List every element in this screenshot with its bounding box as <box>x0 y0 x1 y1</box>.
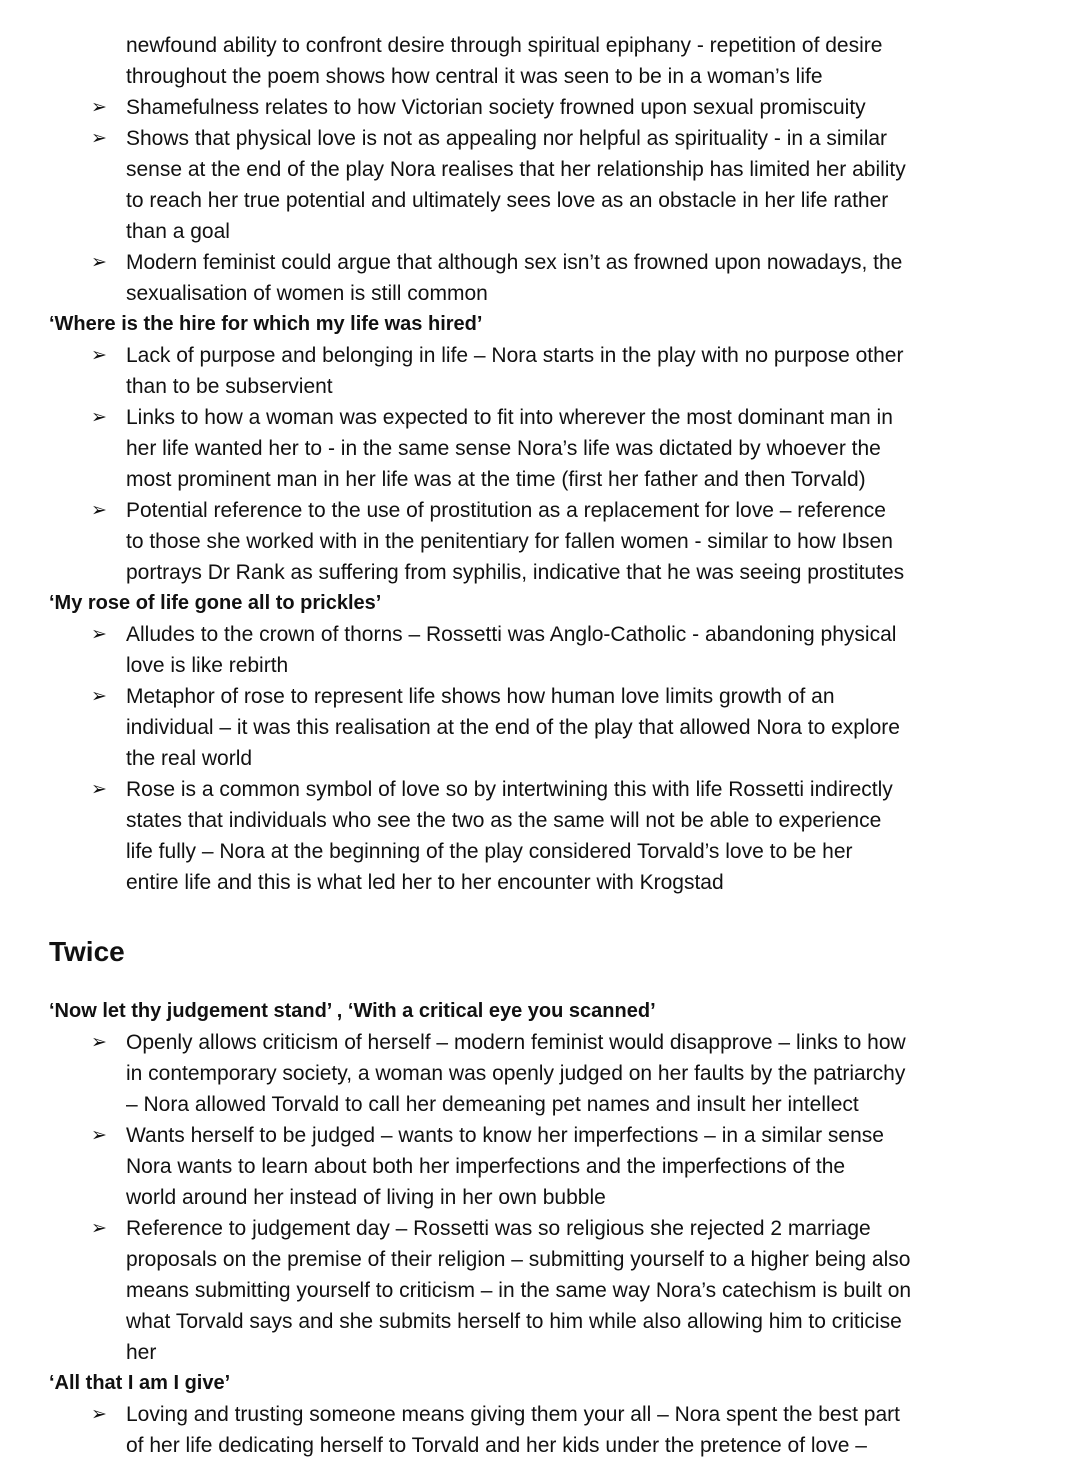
bullet-item <box>49 619 1010 650</box>
quote-heading: ‘All that I am I give’ <box>49 1372 231 1394</box>
continuation-line: means submitting yourself to criticism – in the same way Nora’s catechism is built on <box>126 1279 912 1302</box>
continuation-line: her life wanted her to - in the same sense Nora’s life was dictated by whoever the <box>126 437 881 460</box>
bullet-text: Links to how a woman was expected to fit into wherever the most dominant man in <box>126 406 893 429</box>
bullet-text: Potential reference to the use of prostitution as a replacement for love – reference <box>126 499 886 522</box>
continuation-line: what Torvald says and she submits herself to him while also allowing him to criticise <box>126 1310 902 1333</box>
bullet-item <box>49 495 1010 526</box>
bullet-text: Metaphor of rose to represent life shows how human love limits growth of an <box>126 685 835 708</box>
bullet-text: Reference to judgement day – Rossetti was so religious she rejected 2 marriage <box>126 1217 871 1240</box>
continuation-line: throughout the poem shows how central it was seen to be in a woman’s life <box>126 65 823 88</box>
arrow-bullet-icon: ➢ <box>91 252 107 273</box>
continuation-line: to those she worked with in the penitentiary for fallen women - similar to how Ibsen <box>126 530 893 553</box>
arrow-bullet-icon: ➢ <box>91 779 107 800</box>
bullet-item <box>49 92 1010 123</box>
bullet-item <box>49 123 1010 154</box>
continuation-line: proposals on the premise of their religion – submitting yourself to a higher being also <box>126 1248 911 1271</box>
continuation-line: portrays Dr Rank as suffering from syphilis, indicative that he was seeing prostitutes <box>126 561 905 584</box>
continuation-line: the real world <box>126 747 253 770</box>
arrow-bullet-icon: ➢ <box>91 686 107 707</box>
arrow-bullet-icon: ➢ <box>91 1032 107 1053</box>
bullet-text: Alludes to the crown of thorns – Rossetti was Anglo-Catholic - abandoning physical <box>126 623 897 646</box>
continuation-line: individual – it was this realisation at the end of the play that allowed Nora to explore <box>126 716 900 739</box>
continuation-line: than a goal <box>126 220 230 243</box>
bullet-item <box>49 1120 1010 1151</box>
continuation-line: most prominent man in her life was at the time (first her father and then Torvald) <box>126 468 866 491</box>
continuation-line: sense at the end of the play Nora realises that her relationship has limited her ability <box>126 158 906 181</box>
bullet-text: Wants herself to be judged – wants to know her imperfections – in a similar sense <box>126 1124 884 1147</box>
arrow-bullet-icon: ➢ <box>91 1125 107 1146</box>
bullet-item <box>49 774 1010 805</box>
continuation-line: – Nora allowed Torvald to call her demeaning pet names and insult her intellect <box>126 1093 859 1116</box>
continuation-line: than to be subservient <box>126 375 333 398</box>
continuation-line: entire life and this is what led her to her encounter with Krogstad <box>126 871 724 894</box>
bullet-text: Rose is a common symbol of love so by intertwining this with life Rossetti indirectly <box>126 778 893 801</box>
arrow-bullet-icon: ➢ <box>91 1218 107 1239</box>
arrow-bullet-icon: ➢ <box>91 407 107 428</box>
continuation-line: of her life dedicating herself to Torvald and her kids under the pretence of love – <box>126 1434 867 1457</box>
quote-heading: ‘Where is the hire for which my life was hired’ <box>49 313 483 335</box>
bullet-item <box>49 247 1010 278</box>
bullet-item <box>49 402 1010 433</box>
arrow-bullet-icon: ➢ <box>91 500 107 521</box>
arrow-bullet-icon: ➢ <box>91 1404 107 1425</box>
arrow-bullet-icon: ➢ <box>91 345 107 366</box>
bullet-item <box>49 681 1010 712</box>
bullet-text: Modern feminist could argue that although sex isn’t as frowned upon nowadays, the <box>126 251 903 274</box>
continuation-line: life fully – Nora at the beginning of the play considered Torvald’s love to be her <box>126 840 853 863</box>
bullet-text: Loving and trusting someone means giving them your all – Nora spent the best part <box>126 1403 900 1426</box>
quote-heading: ‘Now let thy judgement stand’ , ‘With a critical eye you scanned’ <box>49 1000 656 1022</box>
bullet-text: Openly allows criticism of herself – modern feminist would disapprove – links to how <box>126 1031 906 1054</box>
bullet-item <box>49 1399 1010 1430</box>
bullet-item <box>49 1027 1010 1058</box>
arrow-bullet-icon: ➢ <box>91 128 107 149</box>
section-heading: Twice <box>49 936 125 967</box>
continuation-line: love is like rebirth <box>126 654 289 677</box>
continuation-line: in contemporary society, a woman was openly judged on her faults by the patriarchy <box>126 1062 906 1085</box>
bullet-text: Shows that physical love is not as appealing nor helpful as spirituality - in a similar <box>126 127 888 150</box>
arrow-bullet-icon: ➢ <box>91 97 107 118</box>
arrow-bullet-icon: ➢ <box>91 624 107 645</box>
bullet-text: Lack of purpose and belonging in life – Nora starts in the play with no purpose other <box>126 344 904 367</box>
bullet-item <box>49 340 1010 371</box>
continuation-line: world around her instead of living in her own bubble <box>126 1186 606 1209</box>
bullet-text: Shamefulness relates to how Victorian society frowned upon sexual promiscuity <box>126 96 866 119</box>
quote-heading: ‘My rose of life gone all to prickles’ <box>49 592 382 614</box>
continuation-line: states that individuals who see the two as the same will not be able to experience <box>126 809 882 832</box>
continuation-line: to reach her true potential and ultimately sees love as an obstacle in her life rather <box>126 189 889 212</box>
continuation-line: sexualisation of women is still common <box>126 282 488 305</box>
continuation-line: newfound ability to confront desire through spiritual epiphany - repetition of desire <box>126 34 883 57</box>
continuation-line: Nora wants to learn about both her imperfections and the imperfections of the <box>126 1155 846 1178</box>
continuation-line: her <box>126 1341 157 1364</box>
bullet-item <box>49 1213 1010 1244</box>
